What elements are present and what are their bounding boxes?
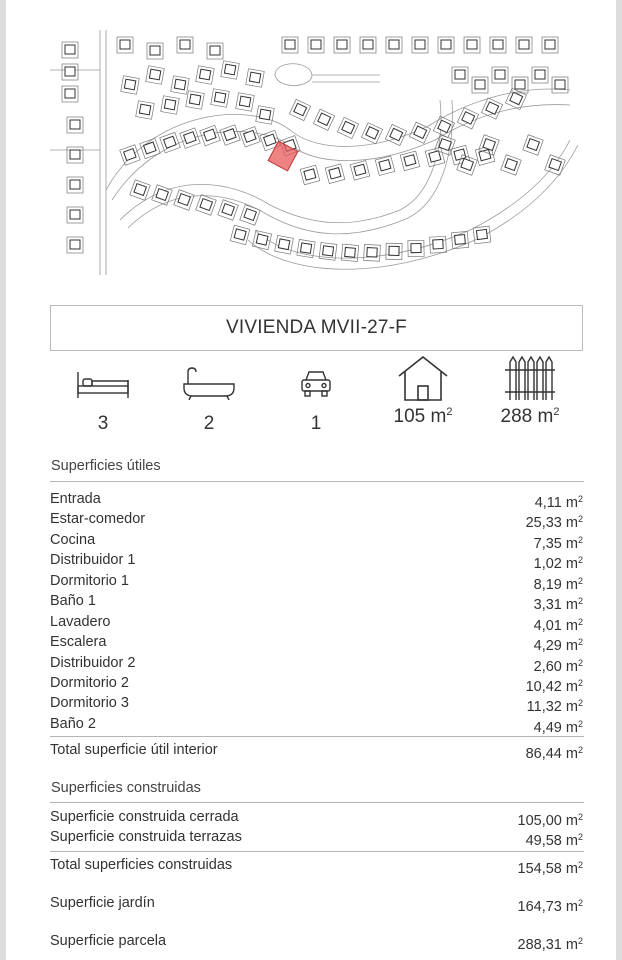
row-value: 7,35 $m^2$ <box>533 534 583 552</box>
table-row <box>50 530 583 550</box>
house-lot <box>364 244 381 261</box>
utiles-divider <box>50 481 584 482</box>
row-value: 3,31 $m^2$ <box>533 596 583 614</box>
table-row <box>50 571 583 591</box>
utiles-section-title: Superficies útiles <box>51 458 161 474</box>
house-lot <box>136 101 155 120</box>
house-lot <box>236 93 255 112</box>
house-lot <box>361 123 382 144</box>
row-label: Estar-comedor <box>50 511 146 528</box>
jardin-value: 164,73 $m^2$ <box>517 898 583 915</box>
parking-feature <box>261 366 371 434</box>
house-lot <box>256 106 275 125</box>
row-value: 4,49 $m^2$ <box>533 718 583 736</box>
house-lot <box>171 76 190 95</box>
house-lot <box>532 67 548 83</box>
house-lot <box>221 61 240 80</box>
bed-icon <box>75 366 131 400</box>
table-row <box>50 693 583 716</box>
house-lot <box>386 37 402 53</box>
house-lot <box>146 66 165 85</box>
road-line <box>275 64 312 86</box>
row-value: 1,02 $m^2$ <box>533 555 583 573</box>
road-line <box>50 70 100 150</box>
table-row <box>50 550 583 573</box>
house-lot <box>300 165 320 185</box>
house-lot <box>120 145 141 166</box>
table-row <box>50 673 583 693</box>
house-lot <box>337 117 358 138</box>
bedrooms-count: 3 <box>97 413 109 434</box>
road-line <box>312 75 380 82</box>
row-value: 2,60 $m^2$ <box>533 657 583 675</box>
road-line <box>112 105 570 200</box>
table-row <box>50 807 583 827</box>
utiles-total-value: 86,44 $m^2$ <box>525 745 583 762</box>
row-label: Superficie construida cerrada <box>50 809 239 825</box>
house-lot <box>186 91 205 110</box>
construidas-total-divider <box>50 851 584 852</box>
house-lot <box>385 124 406 145</box>
bathrooms-count: 2 <box>203 413 215 434</box>
features-row <box>50 366 583 446</box>
utiles-total-row <box>50 740 583 764</box>
house-lot <box>282 37 298 53</box>
construidas-total-value: 154,58 $m^2$ <box>517 860 583 877</box>
utiles-total-label: Total superficie útil interior <box>50 742 218 758</box>
house-lot <box>246 69 265 88</box>
row-label: Lavadero <box>50 613 111 630</box>
house-lot <box>360 37 376 53</box>
construidas-divider <box>50 802 584 803</box>
plot-area-value: 288 $m^2$ <box>500 406 560 427</box>
house-lot <box>542 37 558 53</box>
row-value: 10,42 $m^2$ <box>525 677 583 695</box>
table-row <box>50 509 583 532</box>
table-row <box>50 489 583 509</box>
house-lot <box>240 127 261 148</box>
house-lot <box>505 88 526 109</box>
car-icon <box>288 366 344 400</box>
house-lot <box>67 207 83 223</box>
house-lot <box>174 190 195 211</box>
house-lot <box>121 76 140 95</box>
house-lot <box>240 205 261 226</box>
house-lot <box>211 89 230 108</box>
house-lot <box>472 77 488 93</box>
right-border <box>616 0 622 960</box>
jardin-label: Superficie jardín <box>50 895 155 911</box>
row-label: Baño 2 <box>50 715 96 732</box>
built-area-feature <box>368 366 478 427</box>
house-lot <box>207 43 223 59</box>
row-label: Dormitorio 3 <box>50 695 129 712</box>
fence-icon <box>502 354 558 402</box>
row-label: Entrada <box>50 491 101 507</box>
house-lot <box>438 37 454 53</box>
house-lot <box>160 132 181 153</box>
house-lot <box>464 37 480 53</box>
house-lot <box>313 109 334 130</box>
dwelling-title: VIVIENDA MVII-27-F <box>50 305 583 351</box>
row-label: Superficie construida terrazas <box>50 829 242 846</box>
utiles-table <box>50 489 583 734</box>
bathrooms-feature <box>154 366 264 434</box>
parking-count: 1 <box>310 413 322 434</box>
left-border <box>0 0 6 960</box>
house-lot <box>180 128 201 149</box>
built-area-value: 105 $m^2$ <box>393 406 453 427</box>
parcela-label: Superficie parcela <box>50 933 167 949</box>
row-value: 11,32 $m^2$ <box>526 698 583 716</box>
utiles-total-divider <box>50 736 584 737</box>
row-value: 4,11 $m^2$ <box>534 494 583 511</box>
house-lot <box>490 37 506 53</box>
house-lot <box>386 243 402 259</box>
row-label: Cocina <box>50 531 96 548</box>
house-lot <box>161 96 180 115</box>
house-lot <box>275 235 294 254</box>
house-lot <box>62 86 78 102</box>
house-lot <box>492 67 508 83</box>
row-value: 49,58 $m^2$ <box>525 832 583 850</box>
house-lot <box>62 64 78 80</box>
row-label: Baño 1 <box>50 593 96 610</box>
house-lot <box>130 180 151 201</box>
house-lot <box>400 151 420 171</box>
construidas-table <box>50 807 583 848</box>
house-lot <box>196 66 215 85</box>
house-lot <box>308 37 324 53</box>
house-lot <box>408 240 424 256</box>
house-lot <box>67 147 83 163</box>
house-lot <box>523 135 544 156</box>
table-row <box>50 714 583 734</box>
house-lot <box>147 43 163 59</box>
row-label: Dormitorio 1 <box>50 572 129 589</box>
house-lot <box>350 161 370 181</box>
row-label: Dormitorio 2 <box>50 674 129 691</box>
house-lot <box>501 155 522 176</box>
house-lot <box>516 37 532 53</box>
house-lot <box>196 195 217 216</box>
house-lot <box>218 200 239 221</box>
bathtub-icon <box>181 366 237 400</box>
parcela-value: 288,31 $m^2$ <box>517 936 583 953</box>
house-lot <box>297 239 315 257</box>
row-label: Distribuidor 2 <box>50 654 136 671</box>
house-lot <box>412 37 428 53</box>
house-lot <box>375 156 395 176</box>
construidas-section-title: Superficies construidas <box>51 780 201 796</box>
row-label: Distribuidor 1 <box>50 552 136 569</box>
table-row <box>50 827 583 850</box>
house-lot <box>289 99 310 120</box>
table-row <box>50 612 583 632</box>
row-value: 4,29 $m^2$ <box>533 637 583 655</box>
house-lot <box>334 37 350 53</box>
house-lot <box>452 67 468 83</box>
house-lot <box>177 37 193 53</box>
house-lot <box>220 125 241 146</box>
row-value: 105,00 $m^2$ <box>517 812 583 829</box>
row-value: 25,33 $m^2$ <box>525 514 583 532</box>
house-lot <box>67 117 83 133</box>
plot-area-feature <box>475 366 585 427</box>
construidas-total-row <box>50 855 583 879</box>
house-lot <box>62 42 78 58</box>
table-row <box>50 653 583 673</box>
bedrooms-feature <box>48 366 158 434</box>
house-lot <box>325 164 345 184</box>
jardin-row <box>50 893 583 917</box>
house-lot <box>341 244 358 261</box>
row-value: 4,01 $m^2$ <box>533 616 583 634</box>
construidas-total-label: Total superficies construidas <box>50 857 233 873</box>
house-lot <box>552 77 568 93</box>
house-lot <box>67 237 83 253</box>
row-value: 8,19 $m^2$ <box>533 575 583 593</box>
table-row <box>50 591 583 614</box>
parcela-row <box>50 931 583 955</box>
house-lot <box>230 225 250 245</box>
house-lot <box>117 37 133 53</box>
house-icon <box>395 354 451 402</box>
house-lot <box>473 226 491 244</box>
table-row <box>50 632 583 655</box>
house-lot <box>67 177 83 193</box>
row-label: Escalera <box>50 634 107 651</box>
site-plan-map <box>50 30 585 275</box>
house-lot <box>252 230 271 249</box>
